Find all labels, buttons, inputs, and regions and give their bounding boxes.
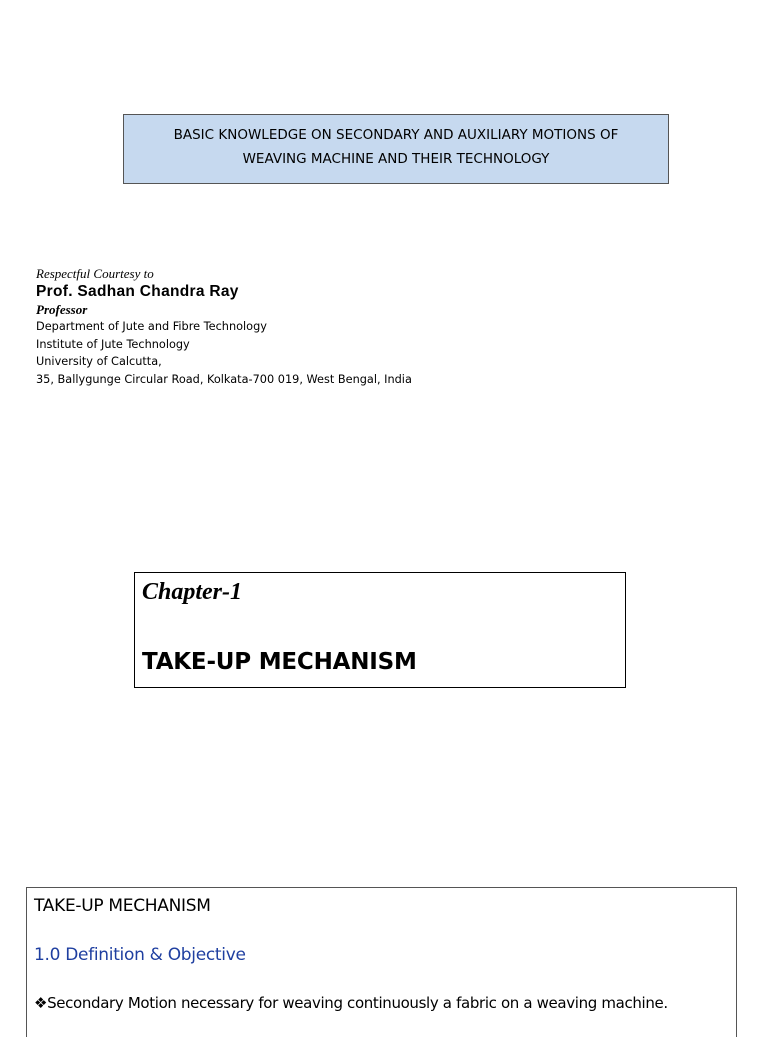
address-street: 35, Ballygunge Circular Road, Kolkata-700 019, West Bengal, India [36, 372, 412, 386]
professor-title: Professor [36, 302, 88, 317]
section-heading: TAKE-UP MECHANISM [34, 896, 211, 916]
address-institute: Institute of Jute Technology [36, 337, 190, 351]
document-title-line-2: WEAVING MACHINE AND THEIR TECHNOLOGY [242, 151, 550, 167]
address-department: Department of Jute and Fibre Technology [36, 320, 267, 333]
courtesy-intro: Respectful Courtesy to [36, 266, 154, 281]
document-title-box [123, 114, 669, 184]
chapter-box [134, 572, 626, 688]
chapter-title: TAKE-UP MECHANISM [142, 649, 417, 675]
diamond-bullet-icon: ❖ [34, 994, 48, 1012]
professor-name: Prof. Sadhan Chandra Ray [36, 283, 239, 300]
document-title-line-1: BASIC KNOWLEDGE ON SECONDARY AND AUXILIARY MOTIONS OF [173, 127, 619, 143]
bullet-text: Secondary Motion necessary for weaving continuously a fabric on a weaving machine. [47, 994, 668, 1012]
bullet-item [34, 991, 668, 1015]
subsection-heading: 1.0 Definition & Objective [34, 945, 246, 965]
courtesy-block [36, 266, 736, 388]
section-box [26, 887, 737, 1037]
address-university: University of Calcutta, [36, 355, 162, 368]
chapter-label: Chapter-1 [142, 579, 243, 605]
